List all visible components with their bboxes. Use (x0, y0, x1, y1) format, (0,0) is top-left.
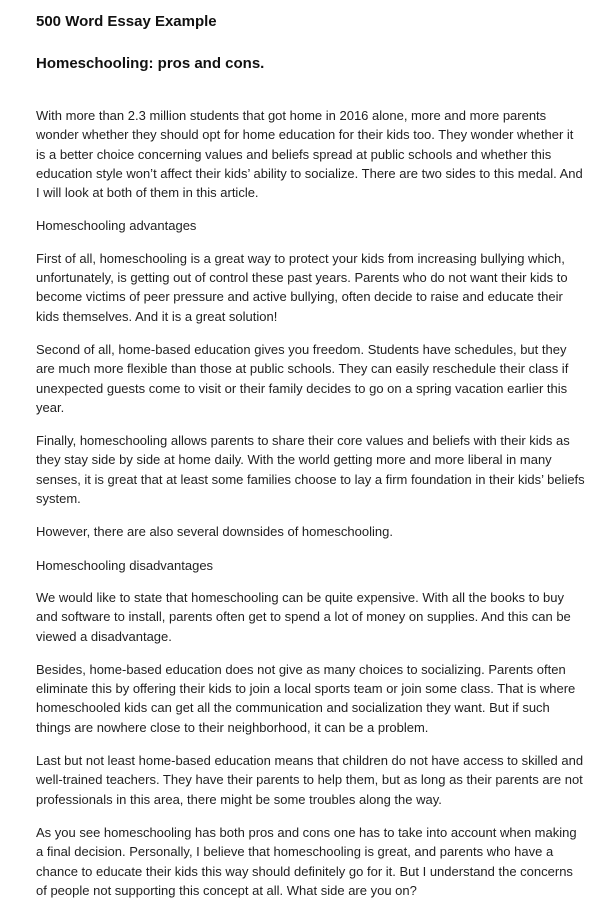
document-title: 500 Word Essay Example (36, 13, 217, 30)
paragraph-socializing: Besides, home-based education does not give as many choices to socializing. Parents often eliminate this by offering their kids to join a local sports team or join some class. That is where homeschooled kids can get all the communication and socialization they want. But if such things are nowhere close to their neighborhood, it can be a problem. (36, 661, 576, 735)
document-subtitle: Homeschooling: pros and cons. (36, 55, 265, 72)
essay-body (36, 106, 585, 900)
section-heading-advantages: Homeschooling advantages (36, 218, 197, 234)
paragraph-freedom: Second of all, home-based education gives you freedom. Students have schedules, but they are much more flexible than those at public schools. They can easily reschedule their class if unexpected guests come to visit or their family decides to go on a spring vacation earlier this year. (36, 341, 569, 415)
paragraph-values: Finally, homeschooling allows parents to share their core values and beliefs with their kids as they stay side by side at home daily. With the world getting more and more liberal in many senses, it is great that at least some families choose to lay a firm foundation in their kids’ beliefs system. (36, 433, 585, 507)
section-heading-disadvantages: Homeschooling disadvantages (36, 557, 214, 573)
paragraph-expense: We would like to state that homeschooling can be quite expensive. With all the books to buy and software to install, parents often get to spend a lot of money on supplies. And this can be viewed a disadvantage. (36, 589, 571, 644)
paragraph-conclusion: As you see homeschooling has both pros and cons one has to take into account when making a final decision. Personally, I believe that homeschooling is great, and parents who have a chance to educate their kids this way should definitely go for it. But I understand the concerns of people not supporting this concept at all. What side are you on? (36, 824, 577, 898)
paragraph-intro: With more than 2.3 million students that got home in 2016 alone, more and more parents wonder whether they should opt for home education for their kids too. They wonder whether it is a better choice concerning values and beliefs spread at public schools and whether this education style won’t affect their kids’ ability to socialize. There are two sides to this medal. And I will look at both of them in this article. (36, 108, 583, 201)
paragraph-transition: However, there are also several downsides of homeschooling. (36, 524, 393, 540)
paragraph-bullying: First of all, homeschooling is a great way to protect your kids from increasing bullying which, unfortunately, is getting out of control these past years. Parents who do not want their kids to become victims of peer pressure and active bullying, often decide to raise and educate their kids themselves. And it is a great solution! (36, 250, 568, 324)
paragraph-teachers: Last but not least home-based education means that children do not have access to skilled and well-trained teachers. They have their parents to help them, but as long as their parents are not professionals in this area, there might be some troubles along the way. (36, 753, 584, 807)
